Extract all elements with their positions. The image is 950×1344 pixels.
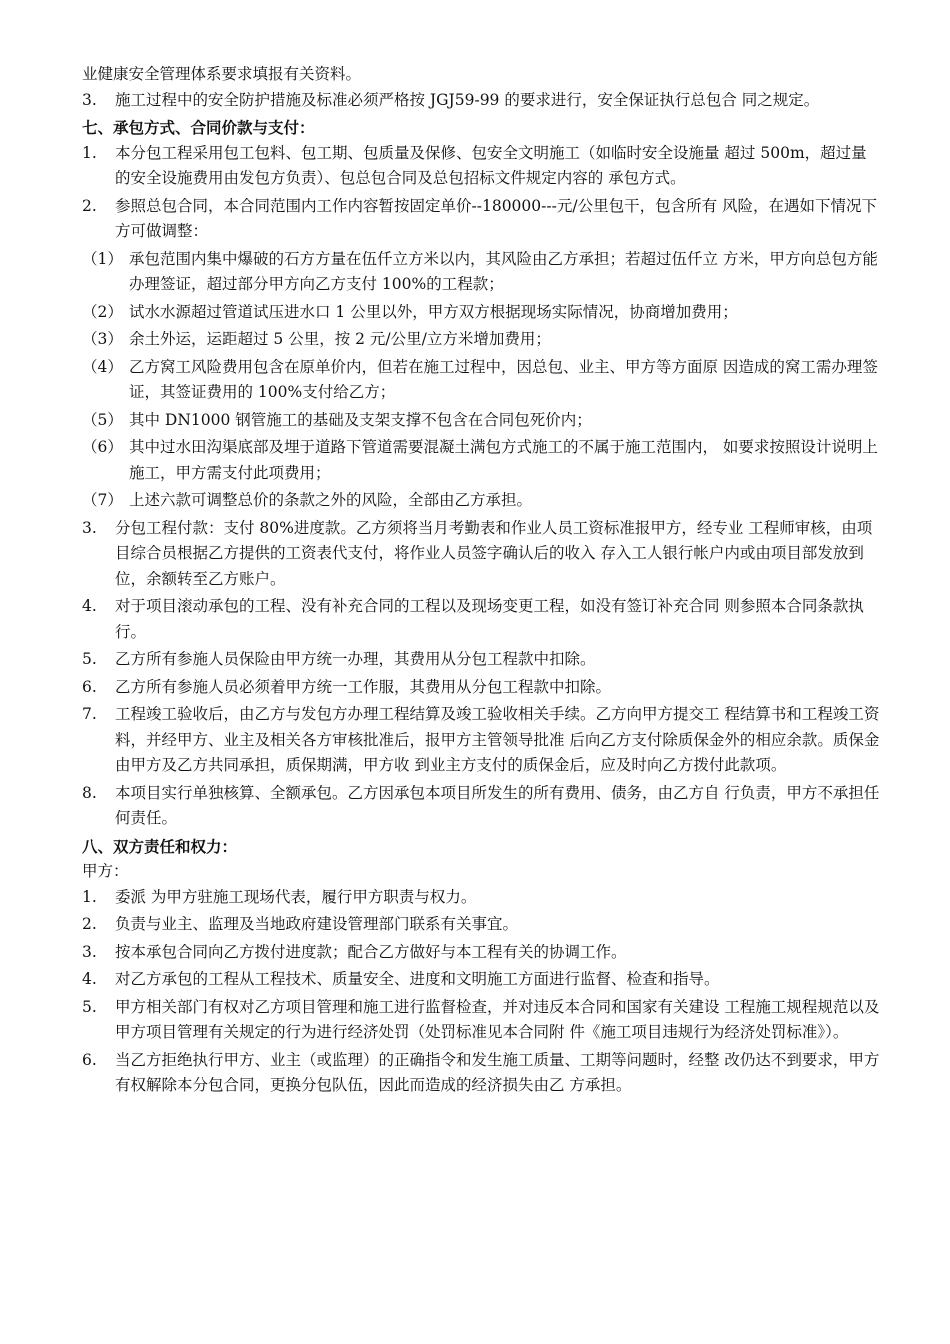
list-item-text: 对于项目滚动承包的工程、没有补充合同的工程以及现场变更工程，如没有签订补充合同 则参照本合同条款执行。 (115, 597, 864, 641)
list-item (82, 194, 880, 245)
list-item-text: 对乙方承包的工程从工程技术、质量安全、进度和文明施工方面进行监督、检查和指导。 (115, 970, 720, 988)
list-item-text: 工程竣工验收后，由乙方与发包方办理工程结算及竣工验收相关手续。乙方向甲方提交工 程结算书和工程竣工资料，并经甲方、业主及相关各方审核批准后，报甲方主管领导批准 后向乙方支付除质保金外的相应余款。质保金由甲方及乙方共同承担，质保期满，甲方收 到业主方支付的质保金后，应及时向乙方拨付此款项。 (115, 705, 880, 774)
section-7-heading: 七、承包方式、合同价款与支付： (82, 118, 315, 137)
list-item-text: 甲方相关部门有权对乙方项目管理和施工进行监督检查，并对违反本合同和国家有关建设 工程施工规程规范以及甲方项目管理有关规定的行为进行经济处罚（处罚标准见本合同附 件《施工项目违规行为经济处罚标准》）。 (115, 997, 880, 1041)
list-item-number: （6） (82, 438, 123, 456)
list-item-number: 6. (82, 677, 97, 696)
list-item-text: 乙方所有参施人员保险由甲方统一办理，其费用从分包工程款中扣除。 (115, 650, 596, 668)
list-item (82, 408, 880, 434)
list-item-number: （7） (82, 491, 123, 509)
list-item (82, 781, 880, 832)
list-item-text: 试水水源超过管道试压进水口 1 公里以外，甲方双方根据现场实际情况，协商增加费用； (129, 302, 738, 321)
list-item-number: 5. (82, 650, 97, 668)
list-item-number: 2. (82, 196, 97, 215)
list-item-number: 5. (82, 997, 97, 1016)
list-item-text: 乙方窝工风险费用包含在原单价内，但若在施工过程中，因总包、业主、甲方等方面原 因造成的窝工需办理签证，其签证费用的 100%支付给乙方； (129, 357, 878, 401)
list-item-number: 6. (82, 1050, 97, 1069)
list-item-number: 3. (82, 90, 97, 109)
list-item (82, 300, 880, 326)
list-item-text: 其中过水田沟渠底部及埋于道路下管道需要混凝土满包方式施工的不属于施工范围内， 如要求按照设计说明上施工，甲方需支付此项费用； (129, 438, 878, 482)
intro-paragraph: 业健康安全管理体系要求填报有关资料。 (82, 65, 362, 83)
list-item-text: 乙方所有参施人员必须着甲方统一工作服，其费用从分包工程款中扣除。 (115, 677, 612, 696)
section-7-list-a (82, 141, 880, 245)
list-item-number: 1. (82, 143, 97, 162)
list-item (82, 647, 880, 673)
list-item (82, 912, 880, 938)
list-item-text: 上述六款可调整总价的条款之外的风险，全部由乙方承担。 (129, 491, 533, 509)
list-item-text: 当乙方拒绝执行甲方、业主（或监理）的正确指令和发生施工质量、工期等问题时，经整 改仍达不到要求，甲方有权解除本分包合同，更换分包队伍，因此而造成的经济损失由乙 方承担。 (115, 1050, 880, 1094)
list-item-text: 承包范围内集中爆破的石方方量在伍仟立方米以内，其风险由乙方承担；若超过伍仟立 方米，甲方向总包方能办理签证，超过部分甲方向乙方支付 100%的工程款； (129, 249, 878, 293)
list-item (82, 141, 880, 192)
list-item-number: 1. (82, 887, 97, 906)
list-item (82, 516, 880, 593)
list-item (82, 88, 880, 114)
list-item-text: 参照总包合同，本合同范围内工作内容暂按固定单价--180000---元/公里包干，包含所有 风险，在遇如下情况下方可做调整： (115, 196, 878, 240)
list-item-text: 负责与业主、监理及当地政府建设管理部门联系有关事宜。 (115, 915, 519, 933)
list-item-text: 其中 DN1000 钢管施工的基础及支架支撑不包含在合同包死价内； (129, 410, 592, 429)
list-item-text: 委派 为甲方驻施工现场代表，履行甲方职责与权力。 (115, 887, 477, 906)
list-item-number: （3） (82, 330, 123, 348)
list-item (82, 702, 880, 779)
list-item-number: （2） (82, 302, 123, 321)
list-item-number: （5） (82, 410, 123, 429)
list-item-number: 4. (82, 597, 97, 615)
safety-list (82, 88, 880, 114)
list-item (82, 675, 880, 701)
list-item (82, 355, 880, 406)
party-a-label: 甲方： (82, 862, 129, 880)
list-item-number: 4. (82, 970, 97, 988)
list-item-number: 7. (82, 705, 97, 723)
list-item-text: 施工过程中的安全防护措施及标准必须严格按 JGJ59-99 的要求进行，安全保证执行总包合 同之规定。 (115, 90, 820, 109)
list-item-number: 3. (82, 942, 97, 961)
list-item-text: 按本承包合同向乙方拨付进度款；配合乙方做好与本工程有关的协调工作。 (115, 942, 627, 961)
list-item (82, 594, 880, 645)
section-7-list-b (82, 516, 880, 832)
list-item-number: 2. (82, 915, 97, 933)
list-item (82, 940, 880, 966)
list-item (82, 435, 880, 486)
list-item (82, 247, 880, 298)
list-item (82, 327, 880, 353)
section-8-list (82, 885, 880, 1099)
list-item-text: 本分包工程采用包工包料、包工期、包质量及保修、包安全文明施工（如临时安全设施量 超过 500m，超过量的安全设施费用由发包方负责）、包总包合同及总包招标文件规定内容的 承包方式。 (115, 143, 867, 187)
list-item-text: 本项目实行单独核算、全额承包。乙方因承包本项目所发生的所有费用、债务，由乙方自 行负责，甲方不承担任何责任。 (115, 783, 880, 827)
list-item-number: （1） (82, 249, 123, 268)
list-item-number: 3. (82, 518, 97, 537)
section-7-sublist (82, 247, 880, 514)
list-item (82, 1048, 880, 1099)
list-item-number: （4） (82, 357, 123, 376)
list-item-number: 8. (82, 783, 97, 802)
list-item (82, 488, 880, 514)
list-item (82, 967, 880, 993)
list-item (82, 995, 880, 1046)
list-item-text: 余土外运，运距超过 5 公里，按 2 元/公里/立方米增加费用； (129, 330, 551, 348)
section-8-heading: 八、双方责任和权力： (82, 836, 238, 856)
list-item (82, 885, 880, 911)
list-item-text: 分包工程付款：支付 80%进度款。乙方须将当月考勤表和作业人员工资标准报甲方，经专业 工程师审核，由项目综合员根据乙方提供的工资表代支付，将作业人员签字确认后的收入 存入工人银行帐户内或由项目部发放到位，余额转至乙方账户。 (115, 518, 873, 588)
